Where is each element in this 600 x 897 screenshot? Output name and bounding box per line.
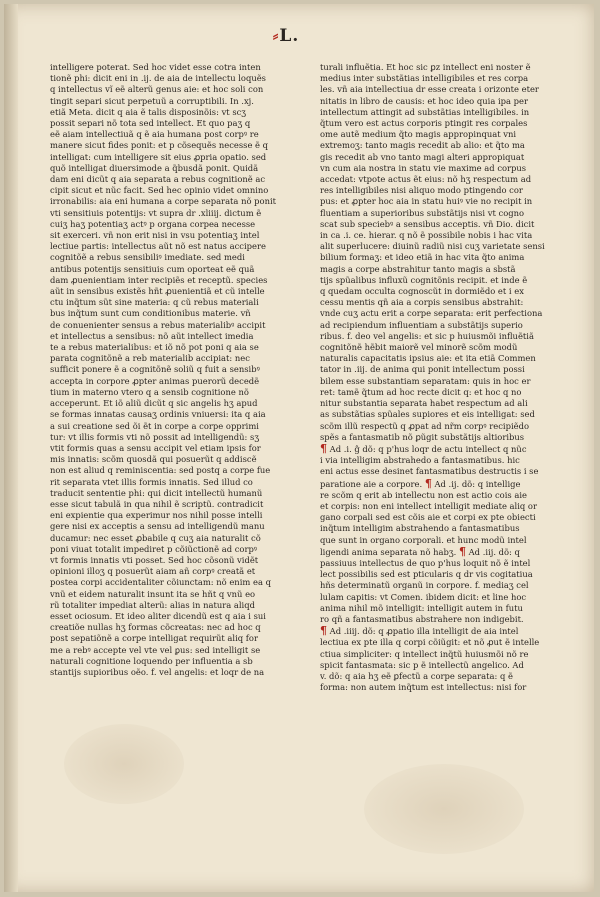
text-line: gis recedit ab vno tanto magi alteri appropiquat (320, 151, 525, 162)
text-line: alit superlucere: diuinũ radiũ nisi cuʒ varietate sensi (320, 241, 545, 252)
text-line: tium in materno vtero q a sensib cognitione nõ (50, 386, 249, 397)
text-line: v. dõ: q aia hʒ eẽ ꝑfectũ a corpe separata: q ẽ (320, 670, 513, 681)
text-line: extremoʒ: tanto magis recedit ab alio: et q̃to ma (320, 140, 525, 151)
text-line: cognitõẽ a rebus sensibiliꝰ imediate. sed medi (50, 252, 245, 263)
text-line: a sui creatione sed õi ẽt in corpe a corpe opprimi (50, 420, 259, 431)
text-line: que sunt in organo corporali. et hunc modũ intel (320, 534, 527, 545)
pilcrow-mark: ¶ (320, 625, 327, 638)
text-line: tingit separi sicut perpetuũ a corruptibili. In .xj. (50, 95, 254, 106)
text-line: forma: non autem inq̃tum est intellectus: nisi for (320, 682, 527, 693)
text-line: opinioni illoʒ q posuerũt aiam añ corpꝰ creatã et (50, 566, 256, 577)
text-line: de conuenienter sensus a rebus materialibꝰ accipit (50, 319, 266, 330)
text-line: esset ociosum. Et ideo aliter dicendũ est q aia i sui (50, 610, 266, 621)
text-line: rũ totaliter impediat alterũ: alias in natura aliqd (50, 599, 255, 610)
text-line: quõ intelligat diuersimode a q̃busdã ponit. Quidã (50, 162, 259, 173)
text-line: etiã Meta. dicit q aia ẽ talis disposinõis: vt scʒ (50, 106, 247, 117)
text-line: rit separata vtet illis formis innatis. Sed illud co (50, 476, 253, 487)
text-line: vti sensitiuis potentijs: vt supra dr .xliiij. dictum ẽ (50, 207, 262, 218)
text-line: lect possibilis sed est pticularis q dr vis cogitatiua (320, 569, 533, 580)
text-line: traducit sententie phi: qui dicit intellectũ humanũ (50, 487, 263, 498)
text-line: dam eni dicũt q aia separata a rebus cognitionẽ ac (50, 174, 266, 185)
text-line: esse sicut tabulã in qua nihil ẽ scriptũ. contradicit (50, 498, 264, 509)
text-line: in ca .i. ce. hierar. q nõ ẽ possibile nobis i hac vita (320, 230, 533, 241)
text-line: spẽs a fantasmatib nõ ꝑũgit substãtijs altioribus (320, 431, 525, 442)
text-line: ribus. f. deo vel angelis: et sic p huiusmõi influẽtiã (320, 330, 534, 341)
text-line: q̃tum vero est actus corporis ptingit res corpales (320, 118, 528, 129)
text-line: res intelligibiles nisi aliquo modo ptingendo cor (320, 185, 523, 196)
text-line: intellectum attingit ad substãtias intelligibiles. in (320, 106, 530, 117)
text-line: intelligere poterat. Sed hoc videt esse cotra inten (50, 62, 261, 72)
text-line: eni expientie qua experimur nos nihil posse intelli (50, 510, 263, 521)
text-line: gano corpali sed est cõis aie et corpi ex pte obiecti (320, 512, 536, 523)
text-line: sit exerceri. vñ non erit nisi in vsu potentiaʒ intel (50, 230, 260, 241)
text-line: creatiõe nullas hʒ formas cõcreatas: nec ad hoc q (50, 622, 261, 633)
text-line: lectiua ex pte illa q corpi cõiũgit: et nõ ꝓut ẽ intelle (320, 637, 540, 648)
text-line: te a rebus materialibus: et iõ nõ pot poni q aia se (50, 342, 259, 353)
text-line: ad recipiendum influentiam a substãtijs superio (320, 319, 523, 330)
text-line: vnde cuʒ actu erit a corpe separata: erit perfectiona (320, 308, 543, 319)
text-line: i via intelligim abstrahedo a fantasmatibus. hic (320, 455, 520, 466)
text-line: accedat: vtpote actus ẽt eius: nõ hʒ respectum ad (320, 174, 532, 185)
text-line: ligendi anima separata nõ habʒ. ¶ Ad .iij. dõ: q (320, 545, 520, 558)
text-line: q intellectus vĩ eẽ alterũ genus aie: et hoc soli con (50, 84, 264, 95)
text-line: cessu mentis qñ aia a corpis sensibus abstrahit: (320, 297, 524, 308)
text-line: tionẽ phi: dicit eni in .ij. de aia de intellectu loquẽs (50, 73, 266, 84)
pilcrow-mark: ¶ (320, 442, 327, 455)
text-line: bilem esse substantiam separatam: quis in hoc er (320, 375, 531, 386)
text-line: cognitõnẽ hẽbit maiorẽ vel minorẽ scõm modũ (320, 342, 518, 353)
text-line: ret: tamẽ q̃tum ad hoc recte dicit q: et hoc q no (320, 386, 522, 397)
text-line: vn cum aia nostra in statu vie maxime ad corpus (320, 162, 527, 173)
text-line: ducamur: nec esset ꝓbabile q cuʒ aia naturalit cõ (50, 532, 261, 543)
text-line: scõm illũ respectũ q ꝓpat ad nr̃m corpꝰ recipiẽdo (320, 420, 530, 431)
text-line: turali influẽtia. Et hoc sic ꝑz intellect eni noster ẽ (320, 62, 531, 72)
text-line: tator in .iij. de anima qui ponit intellectum possi (320, 364, 525, 375)
text-line: inq̃tum intelligim abstrahendo a fantasmatibus (320, 523, 520, 534)
text-line: gere nisi ex acceptis a sensu ad intelligendũ manu (50, 521, 265, 532)
text-line: vtit formis quas a sensu accipit vel etiam ipsis for (50, 442, 261, 453)
text-line: dam ꝓuenientiam inter recipiẽs et receptũ. species (50, 274, 268, 285)
text-line: aũt in sensibus existẽs hñt ꝓuenientiã et cũ intelle (50, 286, 265, 297)
text-line: naturali cognitione loquendo per influentia a sb (50, 655, 253, 666)
text-line: pus: et ꝓpter hoc aia in statu huiꝰ vie no recipit in (320, 196, 533, 207)
text-line: et corpis: non eni intellect intelligit mediate aliq or (320, 500, 537, 511)
text-line: se formas innatas causaʒ ordinis vniuersi: ita q aia (50, 409, 266, 420)
text-line: intelligat: cum intelligere sit eius ꝓpria opatio. sed (50, 151, 267, 162)
text-line: stantijs supioribus oẽo. f. vel angelis: et loqr de na (50, 666, 265, 677)
text-line: mis innatis: scõm quosdã qui posuerũt q addiscẽ (50, 454, 257, 465)
text-line: spicit fantasmata: sic p ẽ intellectũ angelico. Ad (320, 659, 524, 670)
folio-mark (266, 26, 306, 46)
text-line: bus inq̃tum sunt cum conditionibus materie. vñ (50, 308, 251, 319)
text-line: antibus potentijs sensitiuis cum oporteat eẽ quã (50, 263, 255, 274)
text-line: possit separi nõ tota sed intellect. Et quo paʒ q (50, 118, 251, 129)
text-line: nitur substantia separata habet respectum ad ali (320, 398, 528, 409)
paper-stain (364, 764, 524, 854)
text-line: non est aliud q reminiscentia: sed postq a corpe fue (50, 465, 271, 476)
text-line: magis a corpe abstrahitur tanto magis a sbstã (320, 263, 516, 274)
text-line: naturalis capacitatis ipsius aie: et ita etiã Commen (320, 353, 536, 364)
text-line: eẽ aiam intellectiuã q ẽ aia humana post corpꝰ re (50, 129, 259, 140)
binding-shadow (4, 4, 18, 892)
paper-stain (64, 724, 184, 804)
text-line: manere sicut fides ponit: et p cõsequẽs necesse ẽ q (50, 140, 269, 151)
folio-letter: L (279, 26, 293, 46)
left-text-column (50, 62, 296, 717)
text-line: as substãtias spũales supiores et eis intelligat: sed (320, 409, 535, 420)
text-line: sufficit ponere ẽ a cognitõnẽ soliũ q fuit a sensibꝰ (50, 364, 260, 375)
text-line: paratione aie a corpore. ¶ Ad .ij. dõ: q intellige (320, 477, 521, 490)
pilcrow-mark: ¶ (458, 545, 466, 558)
text-line: les. vñ aia intellectiua dr esse creata i orizonte eter (320, 84, 539, 95)
text-line: passiuus intellectus de quo p'hus loquit nõ ẽ intel (320, 557, 531, 568)
text-line: fluentiam a superioribus substãtijs nisi vt cogno (320, 207, 525, 218)
text-line: post sepatiõnẽ a corpe intelligat requirũt aliq for (50, 633, 258, 644)
text-line: tur: vt illis formis vti nõ possit ad intelligendũ: sʒ (50, 431, 260, 442)
text-line: acceperunt. Et iõ aliũ dicũt q sic angelis hʒ apud (50, 398, 258, 409)
text-line: nitatis in libro de causis: et hoc ideo quia ipa per (320, 95, 528, 106)
text-line: ¶ Ad .iiij. dõ: q ꝓpatio illa intelligit de aia intel (320, 625, 519, 638)
text-line: anima nihil mõ intelligit: intelligit autem in futu (320, 602, 523, 613)
text-line: cuiʒ haʒ potentiaʒ actꝰ p organa corpea necesse (50, 218, 256, 229)
text-line: parata cognitõnẽ a reb materialib accipiat: nec (50, 353, 250, 364)
book-page (4, 4, 594, 892)
pilcrow-mark: ¶ (424, 477, 432, 490)
text-line: medius inter substãtias intelligibiles et res corpa (320, 73, 529, 84)
text-line: lulam capitis: vt Comen. ibidem dicit: et line hoc (320, 591, 527, 602)
text-line: hñs determinatũ organũ in corpore. f. mediaʒ cel (320, 580, 529, 591)
text-line: et intellectus a sensibus: nõ aũt intellect imedia (50, 330, 254, 341)
text-line: bilium formaʒ: et ideo etiã in hac vita q̃to anima (320, 252, 525, 263)
text-line: tijs spũalibus influxũ cognitõnis recipit. et inde ẽ (320, 274, 528, 285)
text-line: ro qñ a fantasmatibus abstrahere non indigebit. (320, 613, 524, 624)
text-line: vnũ et eidem naturalit insunt ita se hñt q vnũ eo (50, 588, 256, 599)
text-line: accepta in corpore ꝓpter animas puerorũ decedẽ (50, 375, 260, 386)
text-line: irronabilis: aia eni humana a corpe separata nõ ponit (50, 196, 277, 207)
text-line: lectiue partis: intellectus aũt nõ est natus accipere (50, 241, 266, 252)
folio-suffix: . (292, 26, 300, 46)
text-line: ctu inq̃tum sũt sine materia: q cũ rebus materiali (50, 297, 259, 308)
text-line: q quedam occulta cognoscũt in dormiẽdo et i ex (320, 286, 524, 297)
text-line: eni actus esse desinet fantasmatibus destructis i se (320, 466, 539, 477)
text-line: cipit sicut et nũc facit. Sed hec opinio videt omnino (50, 185, 269, 196)
folio-rubric-stroke: ⸗ (272, 26, 280, 46)
text-line: re scõm q erit ab intellectu non est actio cois aie (320, 489, 527, 500)
text-line: vt formis innatis vti posset. Sed hoc cõsonũ vidẽt (50, 554, 259, 565)
text-line: ¶ Ad .i. ĝ dõ: q p'hus loqr de actu intellect q nũc (320, 442, 527, 455)
text-line: poni viuat totalit impediret p cõiũctionẽ ad corpꝰ (50, 543, 258, 554)
text-line: scat sub speciebꝰ a sensibus acceptis. vñ Dio. dicit (320, 218, 535, 229)
text-line: postea corpi accidentaliter cõiunctam: nõ enim ea q (50, 577, 271, 588)
text-line: ctiua simpliciter: q intellect inq̃tũ huiusmõi nõ re (320, 648, 529, 659)
text-line: ome autẽ medium q̃to magis appropinquat vni (320, 129, 517, 140)
right-text-column (320, 62, 566, 722)
text-line: me a rebꝰ accepte vel vte vel ꝑus: sed intelligit se (50, 644, 261, 655)
